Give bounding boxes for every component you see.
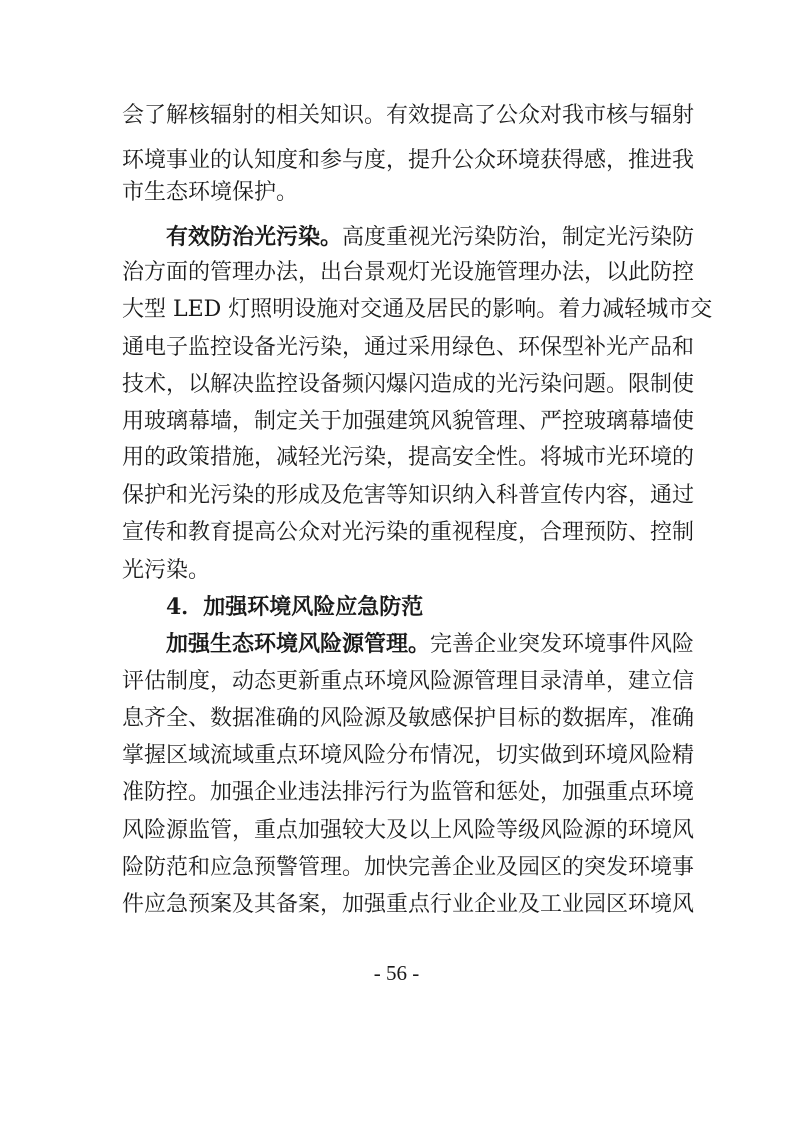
body-text-line: 大型 LED 灯照明设施对交通及居民的影响。着力减轻城市交 <box>122 297 713 322</box>
body-text-line: 保护和光污染的形成及危害等知识纳入科普宣传内容，通过 <box>122 483 695 508</box>
body-text-line: 宣传和教育提高公众对光污染的重视程度，合理预防、控制 <box>122 520 695 545</box>
body-text-line: 会了解核辐射的相关知识。有效提高了公众对我市核与辐射 <box>122 103 695 128</box>
paragraph-text: 完善企业突发环境事件风险 <box>430 632 695 657</box>
page-number: - 56 - <box>373 961 420 985</box>
paragraph-first-line <box>166 222 695 254</box>
paragraph-lead-heading: 有效防治光污染。 <box>166 224 343 250</box>
paragraph-first-line <box>166 629 695 661</box>
body-text-line: 件应急预案及其备案，加强重点行业企业及工业园区环境风 <box>122 892 695 917</box>
body-text-line: 息齐全、数据准确的风险源及敏感保护目标的数据库，准确 <box>122 706 695 731</box>
body-text-line: 市生态环境保护。 <box>122 180 299 205</box>
section-heading: 4．加强环境风险应急防范 <box>166 594 424 620</box>
body-text-line: 用玻璃幕墙，制定关于加强建筑风貌管理、严控玻璃幕墙使 <box>122 409 695 434</box>
body-text-line: 技术，以解决监控设备频闪爆闪造成的光污染问题。限制使 <box>122 372 695 397</box>
paragraph-text: 高度重视光污染防治，制定光污染防 <box>342 225 695 250</box>
body-text-line: 掌握区域流域重点环境风险分布情况，切实做到环境风险精 <box>122 743 695 768</box>
body-text-line: 通电子监控设备光污染，通过采用绿色、环保型补光产品和 <box>122 335 695 360</box>
paragraph-lead-heading: 加强生态环境风险源管理。 <box>166 631 431 657</box>
body-text-line: 环境事业的认知度和参与度，提升公众环境获得感，推进我 <box>122 148 695 173</box>
body-text-line: 光污染。 <box>122 558 211 583</box>
body-text-line: 评估制度，动态更新重点环境风险源管理目录清单，建立信 <box>122 669 695 694</box>
body-text-line: 风险源监管，重点加强较大及以上风险等级风险源的环境风 <box>122 818 695 843</box>
body-text-line: 用的政策措施，减轻光污染，提高安全性。将城市光环境的 <box>122 445 695 470</box>
body-text-line: 险防范和应急预警管理。加快完善企业及园区的突发环境事 <box>122 855 695 880</box>
body-text-line: 治方面的管理办法，出台景观灯光设施管理办法，以此防控 <box>122 260 695 285</box>
body-text-line: 准防控。加强企业违法排污行为监管和惩处，加强重点环境 <box>122 780 695 805</box>
